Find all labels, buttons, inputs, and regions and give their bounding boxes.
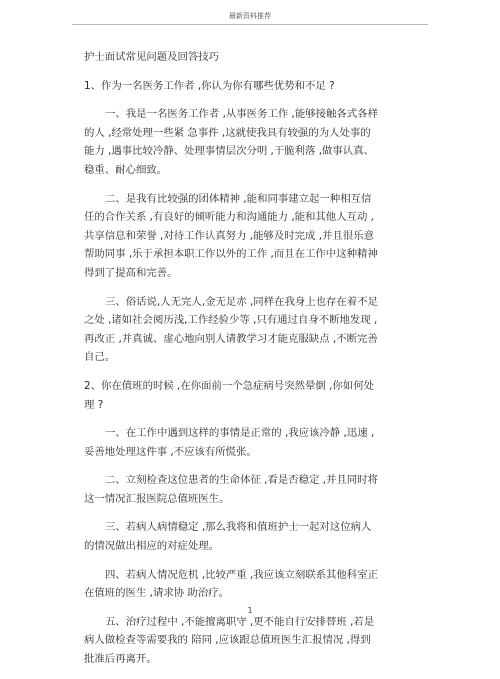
question-2: 2、你在值班的时候 ,在你面前一个急症病号突然晕倒 ,你如何处理 ? bbox=[84, 379, 374, 411]
answer-paragraph: 一、在工作中遇到这样的事情是正常的 ,我应该冷静 ,迅速 ,妥善地处理这件事 ,不应该有所慌张。 bbox=[84, 427, 375, 458]
document-title: 护士面试常见问题及回答技巧 bbox=[84, 51, 220, 63]
answer-paragraph: 三、若病人病情稳定 ,那么我将和值班护士一起对这位病人的情况做出相应的对症处理。 bbox=[84, 521, 372, 553]
answer-paragraph: 二、立刻检查这位患者的生命体征 ,看是否稳定 ,并且同时将这一情况汇报医院总值班医生。 bbox=[84, 474, 378, 505]
page-header: 最新资料推荐 bbox=[229, 12, 271, 20]
question-1: 1、作为一名医务工作者 ,你认为你有哪些优势和不足 ? bbox=[84, 79, 335, 92]
document-body bbox=[84, 48, 380, 679]
page-number: 1 bbox=[247, 606, 253, 615]
answer-paragraph: 二、是我有比较强的团体精神 ,能和同事建立起一种相互信任的合作关系 ,有良好的倾听能力和沟通能力 ,能和其他人互动 ,共享信息和荣誉 ,对待工作认真努力 ,能够及时完成 ,并且很乐意帮助同事 ,乐于承担本职工作以外的工作 ,而且在工作中这种精神 得到了提高和完善。 bbox=[84, 192, 378, 279]
header-divider bbox=[72, 24, 428, 25]
answer-paragraph: 四、若病人情况危机 ,比较严重 ,我应该立刻联系其他科室正在值班的医生 ,请求协 助治疗。 bbox=[84, 568, 378, 600]
answer-paragraph: 三、俗话说,人无完人,金无足赤 ,同样在我身上也存在着不足之处 ,诸如社会阅历浅,工作经验少等 ,只有通过自身不断地发现 ,再改正 ,并真诚、虚心地向别人请教学习才能克服缺点 ,不断完善自己。 bbox=[84, 295, 378, 364]
answer-paragraph: 一、我是一名医务工作者 ,从事医务工作 ,能够接触各式各样的人 ,经常处理一些紧 急事件 ,这就使我具有较强的为人处事的能力 ,遇事比较冷静、处理事情层次分明 ,干脆利落 ,做事认真、稳重、耐心细致。 bbox=[84, 108, 378, 176]
answer-paragraph: 五、治疗过程中 ,不能擅离职守 ,更不能自行安排替班 ,若是病人做检查等需要我的 陪同 ,应该跟总值班医生汇报情况 ,得到批准后再离开。 bbox=[84, 615, 375, 666]
